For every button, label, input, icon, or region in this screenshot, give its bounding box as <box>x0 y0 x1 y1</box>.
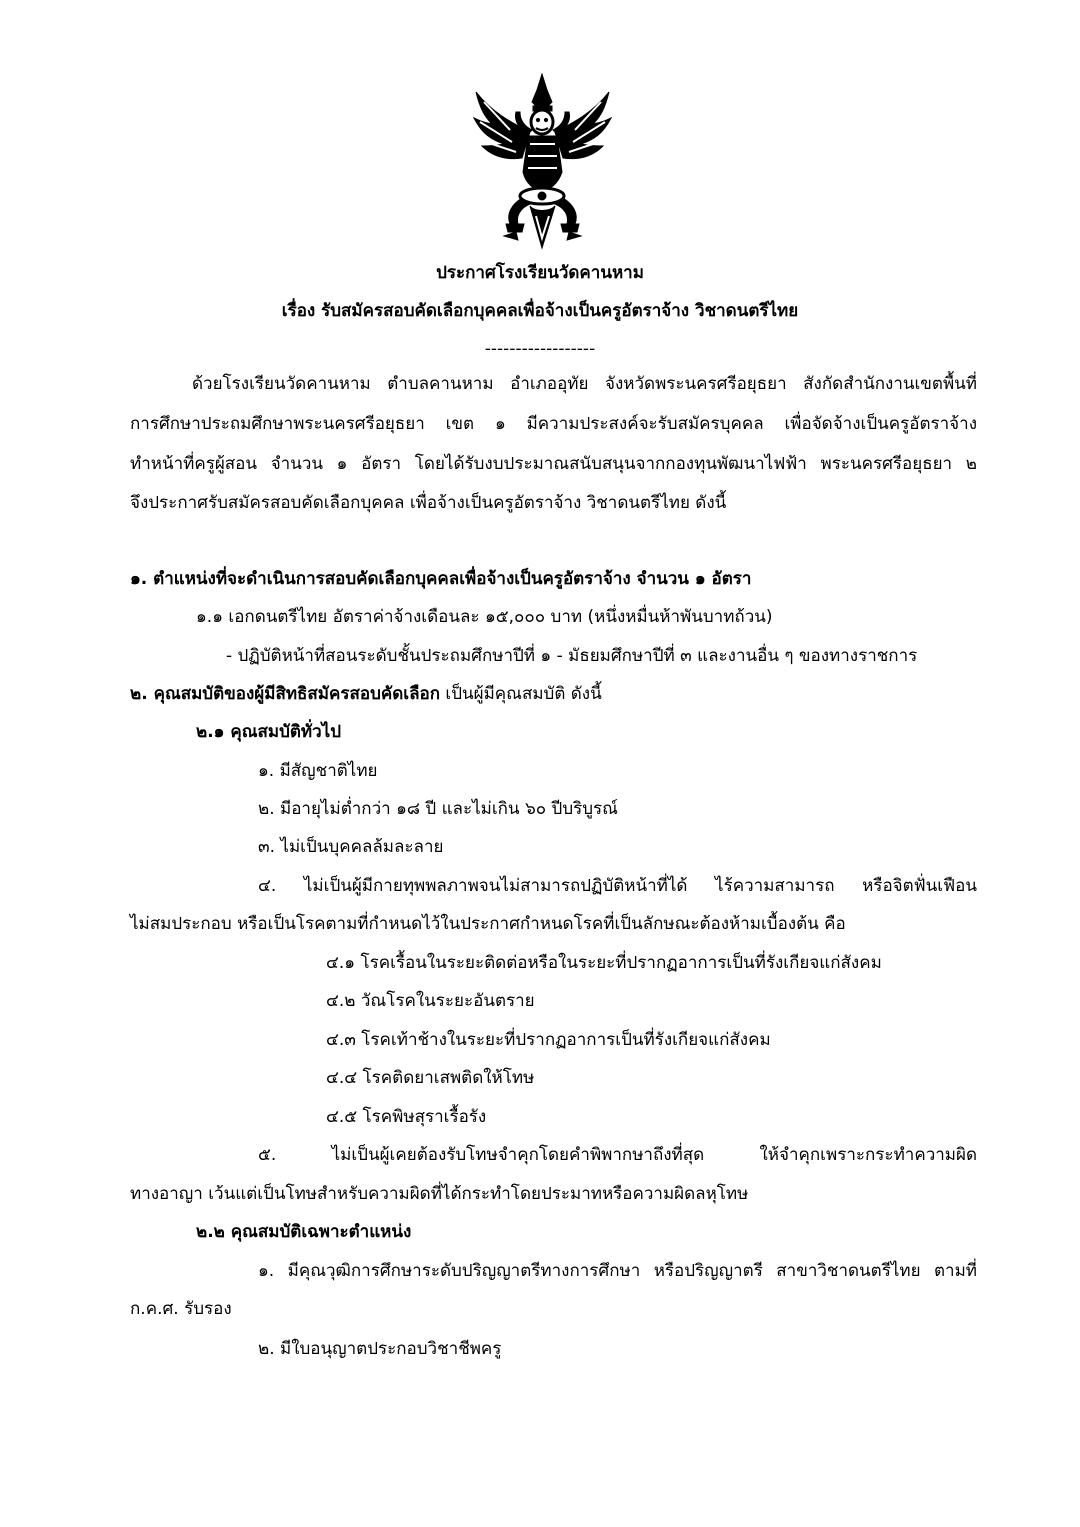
section1-duty: - ปฏิบัติหน้าที่สอนระดับชั้นประถมศึกษาปีที่ ๑ - มัธยมศึกษาปีที่ ๓ และงานอื่น ๆ ของทางราชการ <box>226 646 918 666</box>
specific-qualification-1-line-1: ๑. มีคุณวุฒิการศึกษาระดับปริญญาตรีทางการศึกษา หรือปริญญาตรี สาขาวิชาดนตรีไทย ตามที่ <box>258 1261 977 1281</box>
announcement-title: ประกาศโรงเรียนวัดคานหาม <box>436 263 644 283</box>
disease-item: ๔.๑ โรคเรื้อนในระยะติดต่อหรือในระยะที่ปรากฏอาการเป็นที่รังเกียจแก่สังคม <box>326 953 882 973</box>
general-qualification-4-line-2: ไม่สมประกอบ หรือเป็นโรคตามที่กำหนดไว้ในประกาศกำหนดโรคที่เป็นลักษณะต้องห้ามเบื้องต้น คือ <box>130 914 846 934</box>
disease-item: ๔.๕ โรคพิษสุราเรื้อรัง <box>326 1107 487 1127</box>
specific-qualifications-heading: ๒.๒ คุณสมบัติเฉพาะตำแหน่ง <box>196 1222 412 1242</box>
intro-line-3: ทำหน้าที่ครูผู้สอน จำนวน ๑ อัตรา โดยได้รับงบประมาณสนับสนุนจากกองทุนพัฒนาไฟฟ้า พระนครศรีอยุธยา ๒ <box>130 454 977 474</box>
general-qualification-2: ๒. มีอายุไม่ต่ำกว่า ๑๘ ปี และไม่เกิน ๖๐ ปีบริบูรณ์ <box>258 799 618 819</box>
general-qualifications-heading: ๒.๑ คุณสมบัติทั่วไป <box>196 722 342 742</box>
disease-item: ๔.๔ โรคติดยาเสพติดให้โทษ <box>326 1068 535 1088</box>
specific-qualification-1-line-2: ก.ค.ศ. รับรอง <box>130 1299 232 1319</box>
section1-heading: ๑. ตำแหน่งที่จะดำเนินการสอบคัดเลือกบุคคลเพื่อจ้างเป็นครูอัตราจ้าง จำนวน ๑ อัตรา <box>130 569 752 589</box>
general-qualification-5-line-2: ทางอาญา เว้นแต่เป็นโทษสำหรับความผิดที่ได้กระทำโดยประมาทหรือความผิดลหุโทษ <box>130 1184 749 1204</box>
general-qualification-3: ๓. ไม่เป็นบุคคลล้มละลาย <box>258 837 444 857</box>
garuda-emblem-icon <box>470 72 615 252</box>
disease-item: ๔.๓ โรคเท้าช้างในระยะที่ปรากฏอาการเป็นที่รังเกียจแก่สังคม <box>326 1030 771 1050</box>
specific-qualification-2: ๒. มีใบอนุญาตประกอบวิชาชีพครู <box>258 1339 502 1359</box>
general-qualification-4-line-1: ๔. ไม่เป็นผู้มีกายทุพพลภาพจนไม่สามารถปฏิบัติหน้าที่ได้ ไร้ความสามารถ หรือจิตฟั่นเฟือน <box>258 876 977 896</box>
section2-heading-rest: เป็นผู้มีคุณสมบัติ ดังนี้ <box>440 684 602 704</box>
intro-line-1: ด้วยโรงเรียนวัดคานหาม ตำบลคานหาม อำเภออุทัย จังหวัดพระนครศรีอยุธยา สังกัดสำนักงานเขตพื้นที่ <box>192 374 977 394</box>
general-qualification-1: ๑. มีสัญชาติไทย <box>258 761 378 781</box>
section1-item: ๑.๑ เอกดนตรีไทย อัตราค่าจ้างเดือนละ ๑๕,๐๐๐ บาท (หนึ่งหมื่นห้าพันบาทถ้วน) <box>196 607 773 627</box>
section2-heading-bold: ๒. คุณสมบัติของผู้มีสิทธิสมัครสอบคัดเลือก <box>130 684 441 704</box>
title-divider: ------------------ <box>484 339 596 359</box>
general-qualification-5-line-1: ๕. ไม่เป็นผู้เคยต้องรับโทษจำคุกโดยคำพิพากษาถึงที่สุด ให้จำคุกเพราะกระทำความผิด <box>258 1145 977 1165</box>
disease-item: ๔.๒ วัณโรคในระยะอันตราย <box>326 991 535 1011</box>
intro-line-4: จึงประกาศรับสมัครสอบคัดเลือกบุคคล เพื่อจ้างเป็นครูอัตราจ้าง วิชาดนตรีไทย ดังนี้ <box>130 493 727 513</box>
announcement-subject: เรื่อง รับสมัครสอบคัดเลือกบุคคลเพื่อจ้างเป็นครูอัตราจ้าง วิชาดนตรีไทย <box>281 301 799 321</box>
intro-line-2: การศึกษาประถมศึกษาพระนครศรีอยุธยา เขต ๑ มีความประสงค์จะรับสมัครบุคคล เพื่อจัดจ้างเป็นครูอัตราจ้าง <box>130 414 977 434</box>
section2-heading <box>130 681 602 707</box>
